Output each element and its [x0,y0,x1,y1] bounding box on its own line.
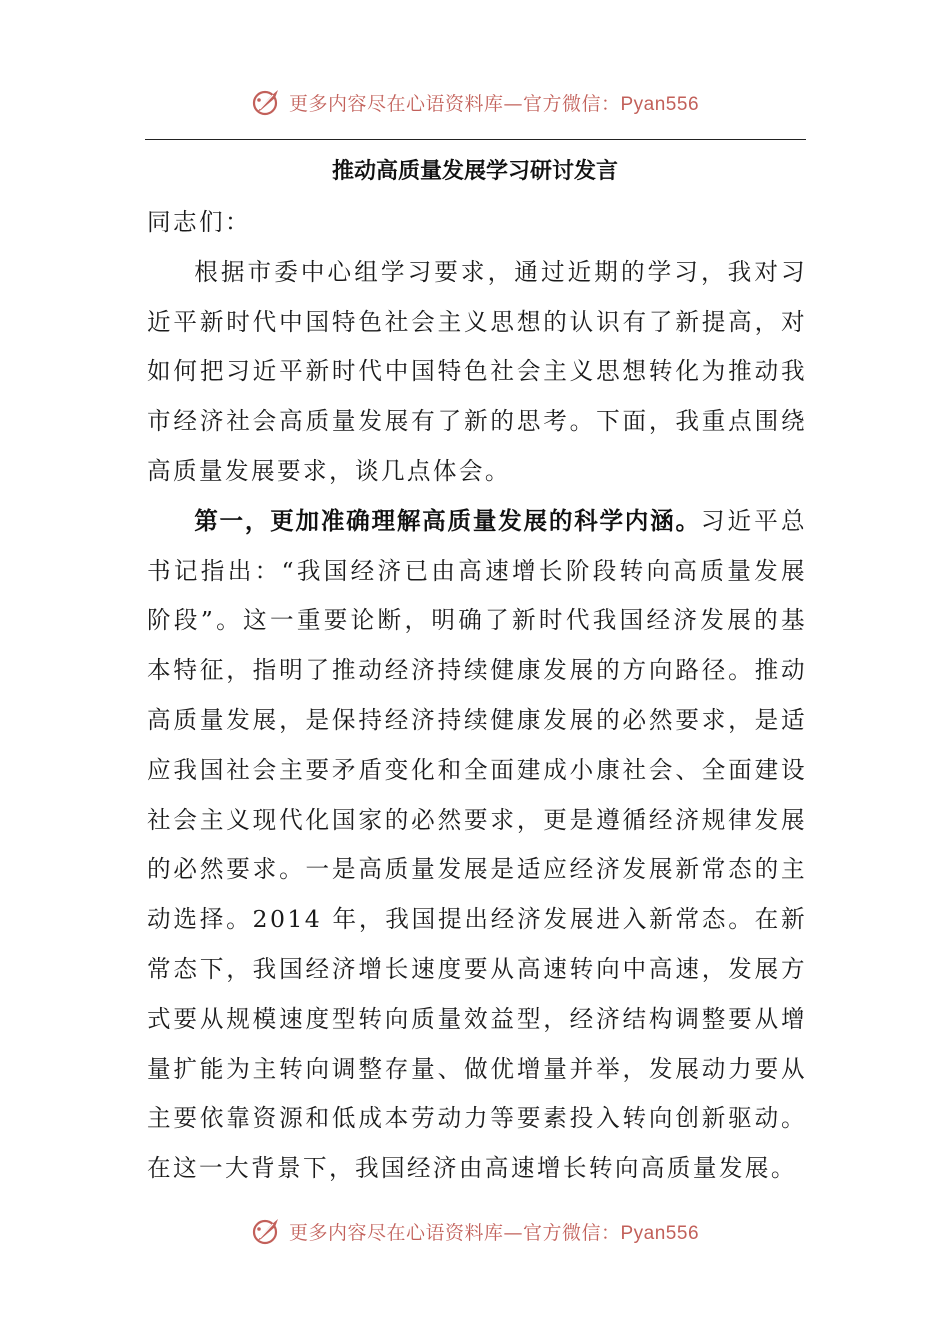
header-banner [0,82,950,122]
header-divider [145,139,806,140]
paragraph-lead-heading: 第一，更加准确理解高质量发展的科学内涵。 [194,506,701,535]
banner-site-text: 更多内容尽在心语资料库 [288,92,504,115]
document-title: 推动高质量发展学习研讨发言 [331,159,618,184]
banner-site-text: 更多内容尽在心语资料库 [288,1221,504,1244]
document-body [147,198,807,1194]
banner-wechat-id: Pyan556 [620,93,700,115]
salutation: 同志们： [147,208,251,236]
paragraph-first-point-body: 习近平总书记指出：“我国经济已由高速增长阶段转向高质量发展阶段”。这一重要论断，明确了新时代我国经济发展的基本特征，指明了推动经济持续健康发展的方向路径。推动高质量发展，是保持经济持续健康发展的必然要求，是适应我国社会主要矛盾变化和全面建成小康社会、全面建设社会主义现代化国家的必然要求，更是遵循经济规律发展的必然要求。一是高质量发展是适应经济发展新常态的主动选择。2014 年，我国提出经济发展进入新常态。在新常态下，我国经济增长速度要从高速转向中高速，发展方式要从规模速度型转向质量效益型，经济结构调整要从增量扩能为主转向调整存量、做优增量并举，发展动力要从主要依靠资源和低成本劳动力等要素投入转向创新驱动。在这一大背景下，我国经济由高速增长转向高质量发展。 [147,506,807,1183]
paragraph-intro: 根据市委中心组学习要求，通过近期的学习，我对习近平新时代中国特色社会主义思想的认识有了新提高，对如何把习近平新时代中国特色社会主义思想转化为推动我市经济社会高质量发展有了新的思考。下面，我重点围绕高质量发展要求，谈几点体会。 [147,257,807,485]
banner-dash: — [503,1221,523,1244]
banner-wechat-id: Pyan556 [620,1222,700,1244]
footer-banner [0,1211,950,1251]
quill-pen-logo-icon [251,86,283,118]
paragraph-first-point [147,497,807,1194]
banner-dash: — [503,92,523,115]
banner-text [289,1218,699,1245]
banner-wechat-label: 官方微信： [522,92,621,115]
banner-text [289,89,699,116]
quill-pen-logo-icon [251,1215,283,1247]
banner-wechat-label: 官方微信： [522,1221,621,1244]
